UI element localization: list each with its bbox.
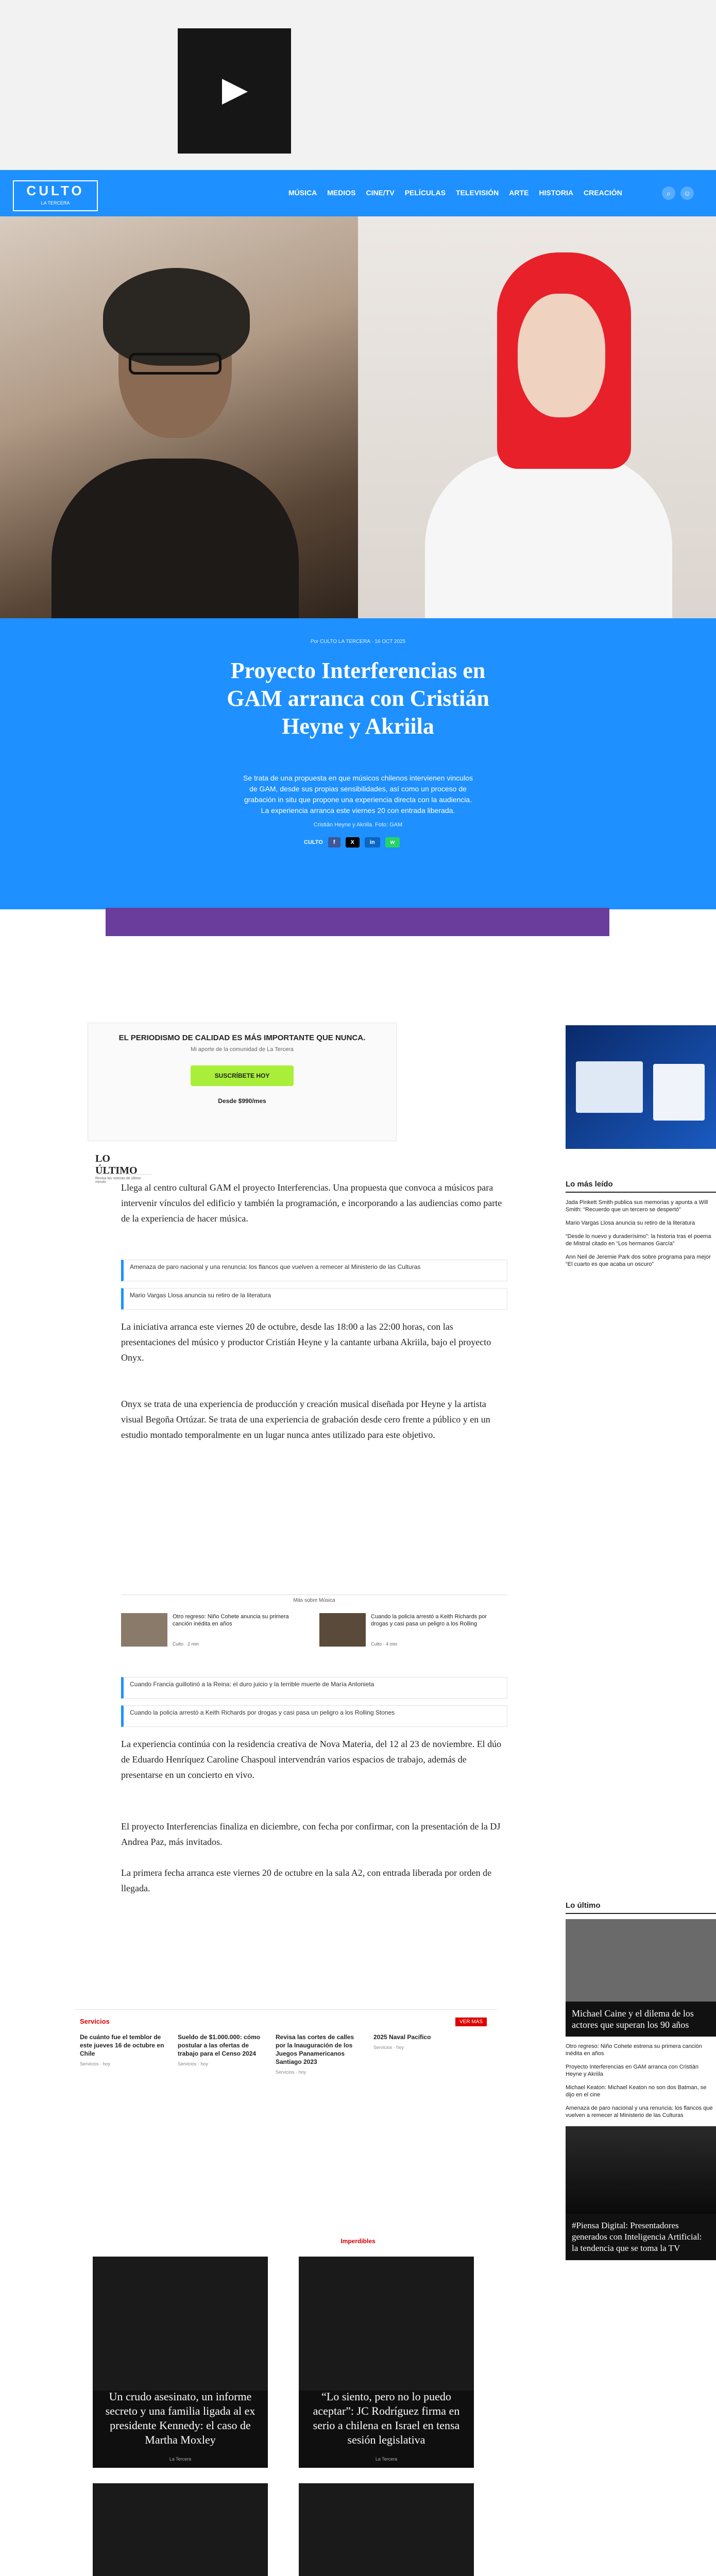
video-ad-player[interactable] [178, 28, 291, 154]
nav-link[interactable]: TELEVISIÓN [456, 189, 499, 197]
latest-feature[interactable]: Michael Caine y el dilema de los actores que superan los 90 años [566, 2002, 716, 2037]
latest-item[interactable]: Proyecto Interferencias en GAM arranca con Cristián Heyne y Akriila [566, 2064, 699, 2077]
service-item[interactable]: Sueldo de $1.000.000: cómo postular a las ofertas de trabajo para el Censo 2024 Servicios · hoy [178, 2033, 261, 2066]
related-story[interactable]: Otro regreso: Niño Cohete anuncia su primera canción inédita en años Culto · 2 min [121, 1613, 306, 1652]
page-title: Proyecto Interferencias en GAM arranca con Cristián Heyne y Akriila [227, 658, 489, 739]
most-read-item[interactable]: “Desde lo nuevo y duraderísimo”: la historia tras el poema de Mistral citado en “Los hermanos García” [566, 1233, 711, 1247]
paragraph: La iniciativa arranca este viernes 20 de octubre, desde las 18:00 a las 22:00 horas, con las presentaciones del músico y productor Cristián Heyne y la cantante urbana Akriila, bajo el proyecto Onyx. [121, 1321, 491, 1363]
latest-item[interactable]: Otro regreso: Niño Cohete estrena su primera canción inédita en años [566, 2043, 702, 2057]
x-share-button[interactable]: X [346, 837, 360, 848]
article-lead: Se trata de una propuesta en que músicos chilenos intervienen vinculos de GAM, desde sus propias sensibilidades, así como un proceso de grabación in situ que propone una experiencia directa con la audiencia. La experiencia arranca este viernes 20 con entrada liberada. [243, 774, 473, 815]
top-ad[interactable] [0, 0, 716, 170]
subscribe-box [88, 1023, 397, 1141]
lo-ultimo-logo[interactable]: LO ÚLTIMO Revisa las noticias de último minuto [95, 1153, 152, 1175]
latest-title: Lo último [566, 1901, 716, 1914]
feature-image[interactable] [566, 2126, 716, 2214]
subscribe-price: Desde $990/mes [218, 1097, 266, 1105]
side-ad[interactable] [566, 1025, 716, 1149]
subscribe-subtitle: Mi aporte de la comunidad de La Tercera [191, 1046, 294, 1053]
feature-title[interactable]: #Piensa Digital: Presentadores generados con Inteligencia Artificial: la tendencia que se toma la TV [566, 2214, 716, 2260]
latest-image[interactable] [566, 1919, 716, 2002]
nav-link[interactable]: MÚSICA [288, 189, 317, 197]
subscribe-button[interactable]: SUSCRÍBETE HOY [191, 1065, 294, 1086]
share-label: CULTO [304, 839, 323, 845]
imperdible-card[interactable]: Un crudo asesinato, un informe secreto y una familia ligada al ex presidente Kennedy: el caso de Martha Moxley La Tercera [93, 2257, 268, 2468]
paragraph: Llega al centro cultural GAM el proyecto Interferencias. Una propuesta que convoca a músicos para intervenir vínculos del edificio y también la programación, e incorporando a las audiencias como parte de la experiencia de hacer música. [121, 1182, 502, 1224]
nav-link[interactable]: CINE/TV [366, 189, 395, 197]
imperdibles-label: Imperdibles [340, 2238, 376, 2245]
related-link[interactable]: Cuando Francia guillotinó a la Reina: el duro juicio y la terrible muerte de María Antonieta [121, 1677, 507, 1699]
nav-link[interactable]: HISTORIA [539, 189, 574, 197]
photo-credit: Cristián Heyne y Akriila. Foto: GAM [313, 822, 403, 828]
imperdible-card[interactable] [299, 2483, 474, 2576]
nav-link[interactable]: MEDIOS [327, 189, 356, 197]
paragraph: La experiencia continúa con la residencia creativa de Nova Materia, del 12 al 23 de noviembre. El dúo de Eduardo Henríquez Caroline Chaspoul intervendrán varios espacios de trabajo, además de presentarse en un concierto en vivo. [121, 1739, 502, 1780]
service-item[interactable]: 2025 Naval Pacífico Servicios · hoy [373, 2033, 431, 2050]
servicios-section: Servicios VER MÁS De cuánto fue el temblor de este jueves 16 de octubre en Chile Servicios · hoy Sueldo de $1.000.000: cómo postular a las ofertas de trabajo para el Censo 2024 Servicios · hoy Revisa las cortes de calles por la Inauguración de los Juegos Panamericanos Santiago 2023 Servicios · hoy 2025 Naval Pacífico Servicios · hoy [75, 2009, 497, 2097]
most-read-item[interactable]: Ann Neil de Jeremie Park dos sobre programa para mejor “El cuarto es que acaba un oscuro” [566, 1254, 711, 1267]
most-read [566, 1180, 716, 1268]
user-icon[interactable]: ☺ [680, 187, 694, 200]
nav-link[interactable]: PELÍCULAS [404, 189, 446, 197]
hero-image [0, 216, 716, 618]
byline: Por CULTO LA TERCERA · 16 OCT 2025 [310, 639, 406, 645]
most-read-title: Lo más leído [566, 1180, 716, 1193]
culto-logo[interactable]: CULTO LA TERCERA [13, 180, 98, 211]
service-item[interactable]: De cuánto fue el temblor de este jueves 16 de octubre en Chile Servicios · hoy [80, 2033, 164, 2066]
related-link[interactable]: Mario Vargas Llosa anuncia su retiro de la literatura [121, 1288, 507, 1310]
nav-links [288, 189, 701, 197]
most-read-item[interactable]: Mario Vargas Llosa anuncia su retiro de la literatura [566, 1220, 695, 1226]
latest-item[interactable]: Michael Keaton: Michael Keaton no son dos Batman, se dijo en el cine [566, 2084, 707, 2098]
more-about-music: Más sobre Música Otro regreso: Niño Cohete anuncia su primera canción inédita en años Culto · 2 min Cuando la policía arrestó a Keith Richards por drogas y casi pasa un peligro a los Rolling Culto · 4 min [121, 1595, 507, 1672]
paragraph: La primera fecha arranca este viernes 20 de octubre en la sala A2, con entrada liberada por orden de llegada. [121, 1868, 492, 1893]
paragraph: El proyecto Interferencias finaliza en diciembre, con fecha por confirmar, con la presentación de la DJ Andrea Paz, más invitados. [121, 1821, 501, 1847]
latest-item[interactable]: Amenaza de paro nacional y una renuncia: los flancos que vuelven a remecer al Ministerio de las Culturas [566, 2105, 713, 2119]
facebook-share-button[interactable]: f [328, 837, 340, 848]
view-more-button[interactable]: VER MÁS [455, 2018, 487, 2026]
related-link[interactable]: Amenaza de paro nacional y una renuncia: los flancos que vuelven a remecer al Ministerio de las Culturas [121, 1260, 507, 1281]
nav-link[interactable]: CREACIÓN [584, 189, 622, 197]
latest [566, 1901, 716, 2260]
related-link[interactable]: Cuando la policía arrestó a Keith Richards por drogas y casi pasa un peligro a los Rolling Stones [121, 1705, 507, 1727]
nav-link[interactable]: ARTE [509, 189, 529, 197]
imperdible-card[interactable]: “Lo siento, pero no lo puedo aceptar”: JC Rodríguez firma en serio a chilena en Israel en tensa sesión legislativa La Tercera [299, 2257, 474, 2468]
imperdible-card[interactable] [93, 2483, 268, 2576]
most-read-item[interactable]: Jada Pinkett Smith publica sus memorias y apunta a Will Smith: “Recuerdo que un tercero se despertó” [566, 1199, 708, 1213]
service-item[interactable]: Revisa las cortes de calles por la Inauguración de los Juegos Panamericanos Santiago 2023 Servicios · hoy [276, 2033, 354, 2075]
related-story[interactable]: Cuando la policía arrestó a Keith Richards por drogas y casi pasa un peligro a los Rolling Culto · 4 min [319, 1613, 505, 1652]
linkedin-share-button[interactable]: in [365, 837, 380, 848]
mozart-banner-ad[interactable] [106, 908, 609, 936]
search-icon[interactable]: ⌕ [662, 187, 675, 200]
subscribe-title: EL PERIODISMO DE CALIDAD ES MÁS IMPORTANTE QUE NUNCA. [118, 1033, 366, 1042]
paragraph: Onyx se trata de una experiencia de producción y creación musical diseñada por Heyne y la artista visual Begoña Ortúzar. Se trata de una experiencia de grabación desde cero frente a público y en un estudio montado temporalmente en un lugar nunca antes utilizado para este objetivo. [121, 1399, 490, 1440]
whatsapp-share-button[interactable]: w [385, 837, 400, 848]
